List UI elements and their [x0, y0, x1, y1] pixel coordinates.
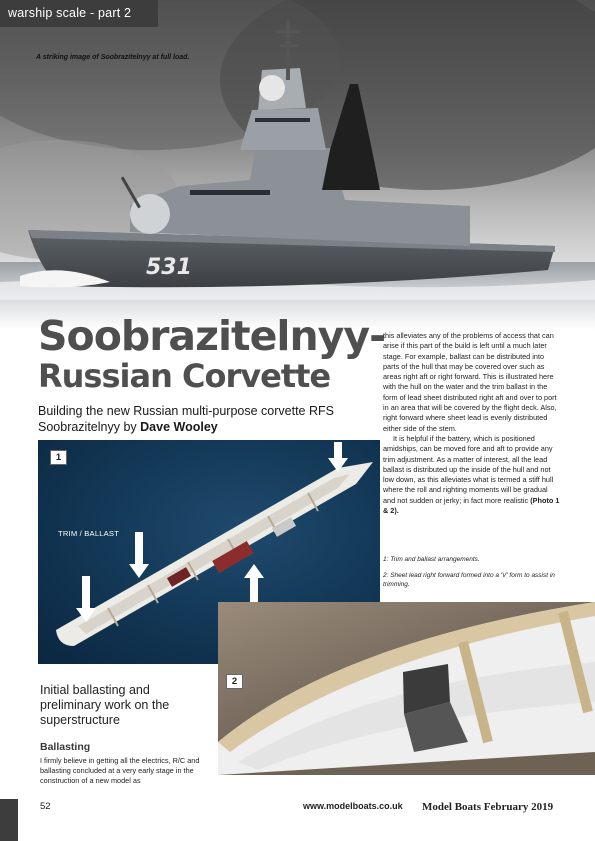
photo-reference: (Photo 1 & 2). — [383, 495, 560, 516]
footer-issue: Model Boats February 2019 — [422, 801, 554, 813]
label-trim-ballast: TRIM / BALLAST — [58, 529, 120, 538]
standfirst — [38, 403, 358, 435]
ballasting-text: I firmly believe in getting all the electrics, R/C and ballasting concluded at a very early stage in the construction of a new model as — [40, 756, 200, 786]
photo-number-badge: 2 — [226, 674, 243, 689]
footer-tab — [0, 799, 18, 841]
section-subheading: Initial ballasting and preliminary work on the superstructure — [40, 683, 170, 727]
body-column-right — [383, 331, 561, 516]
footer-url[interactable]: www.modelboats.co.uk — [303, 801, 403, 811]
article-title-line1: Soobrazitelnyy- — [38, 312, 386, 360]
ballasting-heading: Ballasting — [40, 741, 91, 753]
photo-2-sheet-lead — [218, 602, 595, 775]
body-paragraph: this alleviates any of the problems of access that can arise if this part of the build is left until a much later stage. For example, ballast can be distributed into parts of the hull that may be covered over such as areas right aft or right forward. This is illustrated here with the hull on the water and the trim ballast in the form of lead sheet distributed right aft and over to port in an area that will be covered by the flight deck. Also, right forward where sheet lead is evenly distributed either side of the stem. — [383, 331, 557, 433]
hero-caption: A striking image of Soobrazitelnyy at full load. — [36, 54, 190, 61]
body-paragraph-text: It is helpful if the battery, which is positioned amidships, can be moved fore and aft to provide any trim adjustment. As a matter of interest, all the lead ballast is distributed up the inside of the hull and not low down, as this alleviates what is termed a stiff hull where the roll and righting moments will be gradual and not sudden or jerky; in fact more realistic — [383, 433, 554, 505]
hull-number: 531 — [146, 255, 192, 280]
caption-1: 1: Trim and ballast arrangements. — [383, 556, 480, 563]
caption-2: 2: Sheet lead right forward formed into a 'V' form to assist in trimming. — [383, 572, 555, 588]
hull-interior-illustration — [218, 602, 595, 775]
section-tag: warship scale - part 2 — [0, 0, 158, 27]
article-title-line2: Russian Corvette — [38, 357, 331, 395]
page-number: 52 — [40, 801, 51, 812]
standfirst-text: Building the new Russian multi-purpose corvette RFS Soobrazitelnyy by — [38, 404, 334, 434]
hero-photo — [0, 0, 595, 330]
photo-captions — [383, 555, 565, 596]
photo-number-badge: 1 — [50, 450, 67, 465]
ship-illustration — [0, 0, 595, 330]
author-name: Dave Wooley — [140, 420, 218, 434]
body-paragraph — [383, 434, 561, 516]
